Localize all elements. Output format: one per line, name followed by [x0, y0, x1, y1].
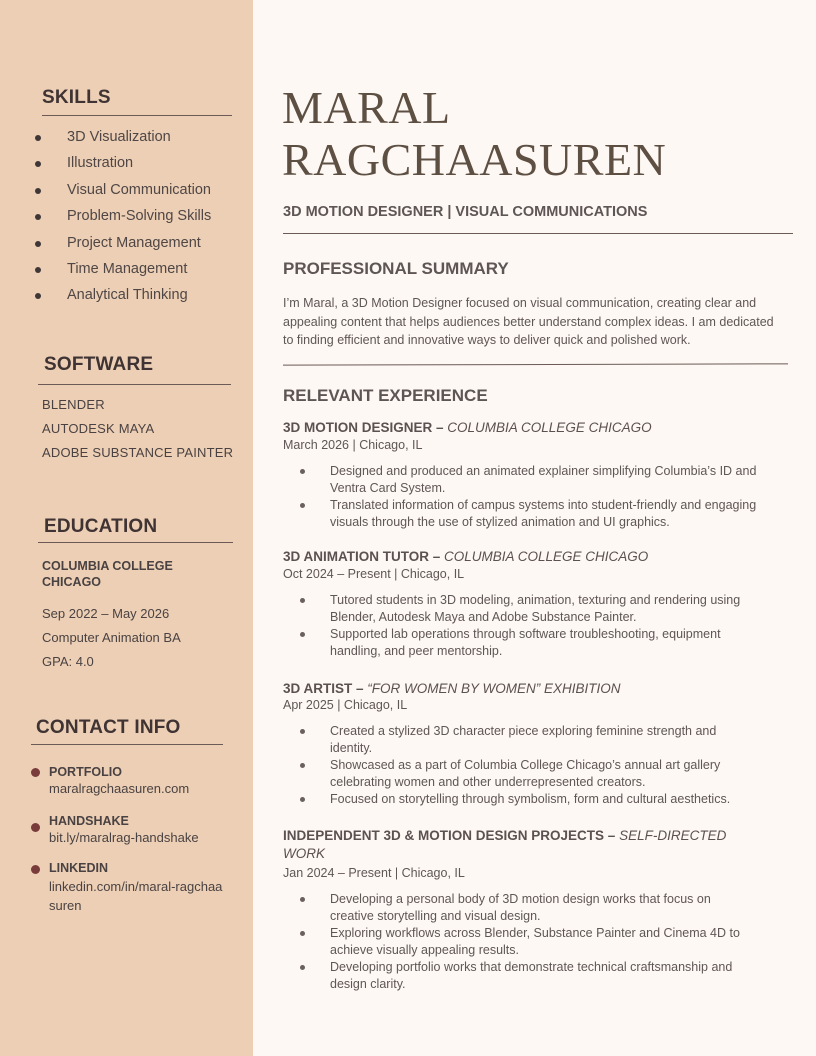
education-dates: Sep 2022 – May 2026	[42, 606, 170, 621]
header-divider	[283, 233, 793, 234]
education-school: COLUMBIA COLLEGE CHICAGO	[42, 559, 173, 589]
list-item: Problem-Solving Skills	[0, 203, 211, 229]
bullet-dot-icon	[31, 823, 40, 832]
list-item: Project Management	[0, 230, 211, 256]
contact-label-portfolio: PORTFOLIO	[49, 765, 122, 779]
software-item: ADOBE SUBSTANCE PAINTER	[42, 445, 234, 460]
handshake-link[interactable]: bit.ly/maralrag-handshake	[49, 830, 199, 845]
summary-divider	[283, 363, 788, 365]
list-item: Translated information of campus systems into student-friendly and engaging visuals through the use of stylized animation and UI graphics.	[283, 497, 758, 530]
bullet-dot-icon	[31, 865, 40, 874]
job-meta: March 2026 | Chicago, IL	[283, 438, 423, 452]
education-divider	[38, 542, 233, 543]
job-org: COLUMBIA COLLEGE CHICAGO	[444, 549, 649, 564]
contact-heading: CONTACT INFO	[36, 717, 181, 738]
candidate-name	[282, 82, 666, 186]
summary-heading: PROFESSIONAL SUMMARY	[283, 259, 509, 278]
list-item: Supported lab operations through software troubleshooting, equipment handling, and peer mentorship.	[283, 626, 758, 659]
contact-label-linkedin: LINKEDIN	[49, 861, 109, 875]
job-role: INDEPENDENT 3D & MOTION DESIGN PROJECTS –	[283, 828, 620, 843]
list-item: 3D Visualization	[0, 124, 211, 150]
list-item: Focused on storytelling through symbolism, form and cultural aesthetics.	[283, 791, 758, 808]
software-divider	[38, 384, 231, 385]
job-org: SELF-DIRECTED WORK	[283, 828, 727, 861]
job-meta: Apr 2025 | Chicago, IL	[283, 698, 408, 712]
experience-heading: RELEVANT EXPERIENCE	[283, 386, 488, 405]
job-bullets	[283, 463, 758, 531]
job-bullets	[283, 723, 758, 809]
job-title	[283, 827, 743, 863]
portfolio-link[interactable]: maralragchaasuren.com	[49, 781, 190, 796]
name-first: MARAL	[282, 82, 451, 133]
education-gpa: GPA: 4.0	[42, 654, 94, 669]
list-item: Showcased as a part of Columbia College Chicago’s annual art gallery celebrating women and other underrepresented creators.	[283, 757, 758, 790]
job-role: 3D MOTION DESIGNER –	[283, 420, 448, 435]
job-role: 3D ARTIST –	[283, 681, 368, 696]
summary-text: I’m Maral, a 3D Motion Designer focused on visual communication, creating clear and appealing content that helps audiences better understand complex ideas. I am dedicated to finding efficient and innovative ways to deliver quick and polished work.	[283, 296, 774, 347]
job-title	[283, 548, 763, 566]
list-item: Developing portfolio works that demonstrate technical craftsmanship and design clarity.	[283, 959, 758, 992]
skills-heading: SKILLS	[42, 87, 111, 108]
software-heading: SOFTWARE	[44, 354, 154, 375]
job-meta: Oct 2024 – Present | Chicago, IL	[283, 567, 465, 581]
list-item: Exploring workflows across Blender, Substance Painter and Cinema 4D to achieve visually appealing results.	[283, 925, 758, 958]
list-item: Developing a personal body of 3D motion design works that focus on creative storytelling and visual design.	[283, 891, 758, 924]
job-subtitle: 3D MOTION DESIGNER | VISUAL COMMUNICATIONS	[283, 204, 648, 220]
skills-divider	[42, 115, 232, 116]
education-degree: Computer Animation BA	[42, 630, 181, 645]
job-title	[283, 419, 763, 437]
job-meta: Jan 2024 – Present | Chicago, IL	[283, 866, 465, 880]
name-last: RAGCHAASUREN	[282, 134, 667, 185]
linkedin-link[interactable]: linkedin.com/in/maral-ragchaasuren	[49, 879, 223, 913]
job-bullets	[283, 891, 758, 993]
list-item: Time Management	[0, 256, 211, 282]
job-title	[283, 680, 763, 698]
software-item: AUTODESK MAYA	[42, 421, 155, 436]
job-org: “FOR WOMEN BY WOMEN” EXHIBITION	[367, 681, 621, 696]
contact-label-handshake: HANDSHAKE	[49, 814, 129, 828]
list-item: Illustration	[0, 150, 211, 176]
list-item: Created a stylized 3D character piece exploring feminine strength and identity.	[283, 723, 758, 756]
job-org: COLUMBIA COLLEGE CHICAGO	[447, 420, 652, 435]
list-item: Designed and produced an animated explainer simplifying Columbia’s ID and Ventra Card System.	[283, 463, 758, 496]
bullet-dot-icon	[31, 768, 40, 777]
job-role: 3D ANIMATION TUTOR –	[283, 549, 445, 564]
sidebar	[0, 0, 253, 1056]
education-heading: EDUCATION	[44, 516, 158, 537]
job-bullets	[283, 592, 758, 660]
list-item: Analytical Thinking	[0, 282, 211, 308]
contact-divider	[31, 744, 223, 745]
skills-list	[0, 124, 211, 309]
list-item: Visual Communication	[0, 177, 211, 203]
software-item: BLENDER	[42, 397, 105, 412]
list-item: Tutored students in 3D modeling, animation, texturing and rendering using Blender, Autodesk Maya and Adobe Substance Painter.	[283, 592, 758, 625]
